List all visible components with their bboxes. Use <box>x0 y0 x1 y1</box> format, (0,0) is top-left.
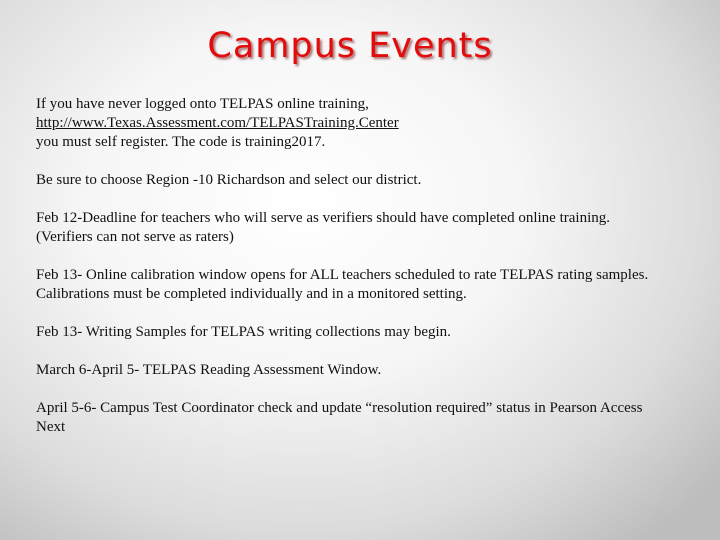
verifier-note-line: (Verifiers can not serve as raters) <box>36 229 234 245</box>
telpas-training-link[interactable]: http://www.Texas.Assessment.com/TELPASTraining.Center <box>36 115 399 131</box>
calibration-setting-line: Calibrations must be completed individually and in a monitored setting. <box>36 286 467 302</box>
region-line: Be sure to choose Region -10 Richardson and select our district. <box>36 172 422 188</box>
coordinator-check-line: April 5-6- Campus Test Coordinator check and update “resolution required” status in Pearson Access <box>36 400 643 416</box>
calibration-window-line: Feb 13- Online calibration window opens for ALL teachers scheduled to rate TELPAS rating samples. <box>36 267 649 283</box>
reading-window-line: March 6-April 5- TELPAS Reading Assessment Window. <box>36 362 382 378</box>
slide-body <box>36 95 706 456</box>
coordinator-check-line-end: Next <box>36 419 66 435</box>
registration-code-line: you must self register. The code is training2017. <box>36 134 326 150</box>
page-title: Campus Events <box>207 26 493 66</box>
verifier-deadline-line: Feb 12-Deadline for teachers who will serve as verifiers should have completed online training. <box>36 210 610 226</box>
coordinator-check-paragraph <box>36 399 706 437</box>
calibration-paragraph <box>36 266 706 304</box>
training-registration-paragraph <box>36 95 706 152</box>
region-paragraph <box>36 171 706 190</box>
writing-samples-line: Feb 13- Writing Samples for TELPAS writing collections may begin. <box>36 324 451 340</box>
writing-samples-paragraph <box>36 323 706 342</box>
verifier-deadline-paragraph <box>36 209 706 247</box>
reading-window-paragraph <box>36 361 706 380</box>
training-intro-line: If you have never logged onto TELPAS online training, <box>36 96 369 112</box>
